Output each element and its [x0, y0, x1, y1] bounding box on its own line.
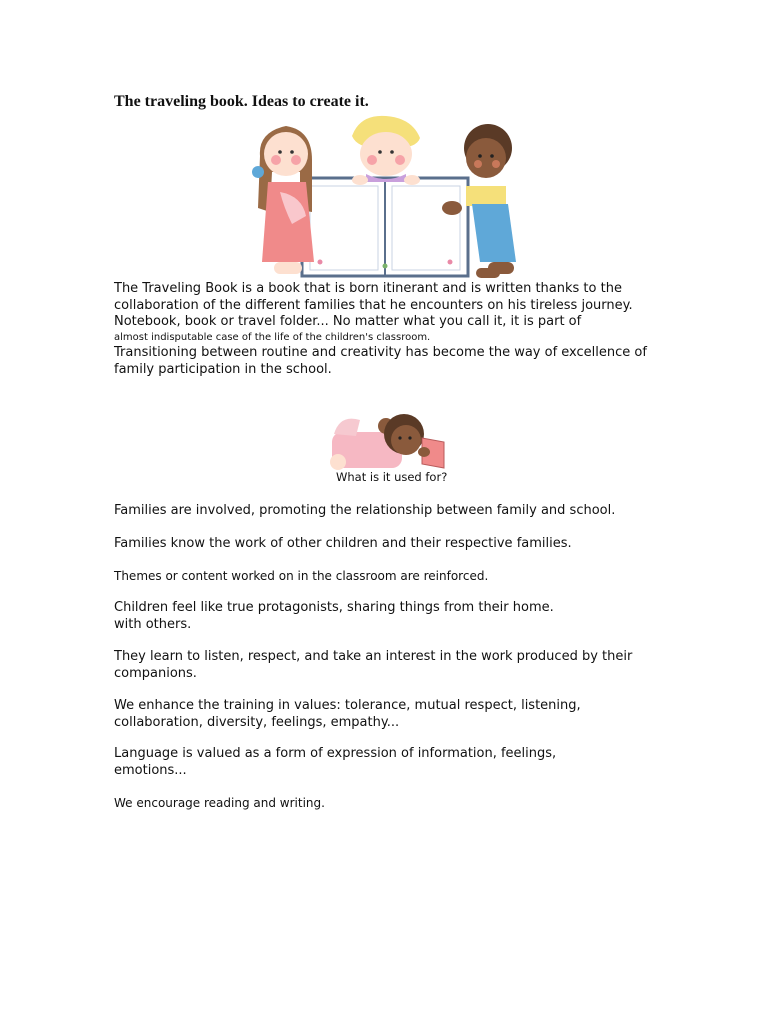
page-title: The traveling book. Ideas to create it. — [114, 93, 369, 110]
section-caption: What is it used for? — [336, 470, 448, 484]
children-book-illustration — [240, 112, 530, 284]
benefit-item: They learn to listen, respect, and take an interest in the work produced by their companions. — [114, 649, 633, 681]
girl-reading-illustration — [326, 406, 452, 474]
blond-boy-figure — [352, 116, 420, 185]
intro-small-text: almost indisputable case of the life of the children's classroom. — [114, 331, 431, 343]
benefit-item: We encourage reading and writing. — [114, 796, 325, 810]
intro-paragraph — [114, 281, 654, 344]
benefit-item: Children feel like true protagonists, sharing things from their home. with others. — [114, 600, 554, 632]
intro-second-paragraph: Transitioning between routine and creativity has become the way of excellence of family participation in the school. — [114, 345, 647, 377]
intro-main-text: The Traveling Book is a book that is born itinerant and is written thanks to the collaboration of the different families that he encounters on his tireless journey. Notebook, book or travel folder... No matter what you call it, it is part of — [114, 281, 633, 329]
benefit-item: Themes or content worked on in the classroom are reinforced. — [114, 569, 489, 583]
benefit-item: We enhance the training in values: tolerance, mutual respect, listening, collaboration, diversity, feelings, empathy... — [114, 698, 581, 730]
benefit-item: Families are involved, promoting the relationship between family and school. — [114, 503, 616, 518]
girl-figure — [252, 126, 314, 274]
open-book-image — [302, 178, 468, 276]
benefit-item: Families know the work of other children and their respective families. — [114, 536, 572, 551]
benefit-item: Language is valued as a form of expression of information, feelings, emotions... — [114, 746, 557, 778]
